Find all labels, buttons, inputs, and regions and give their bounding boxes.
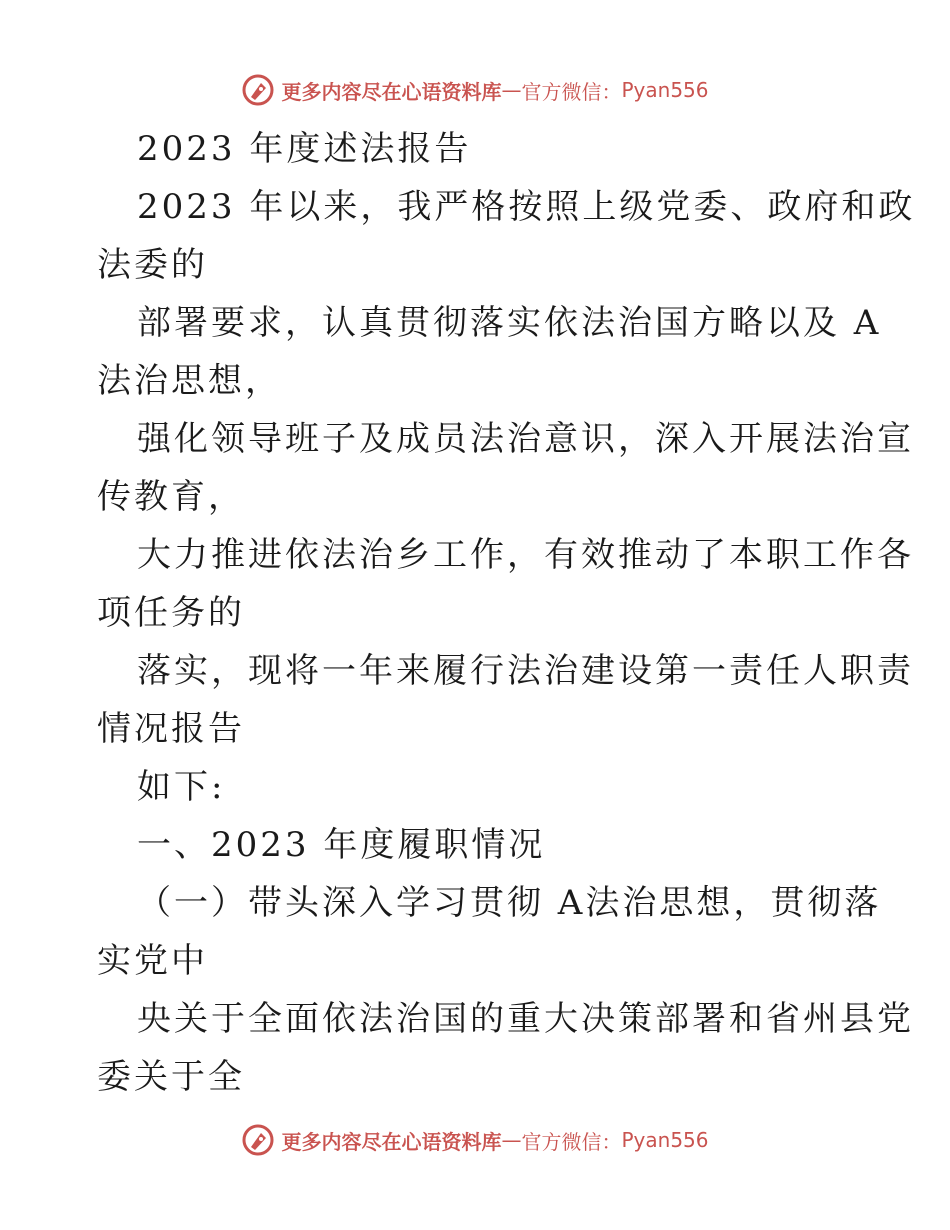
footer-banner <box>0 1120 950 1160</box>
doc-line: 部署要求，认真贯彻落实依法治国方略以及 A <box>137 303 882 343</box>
section-heading: 一、2023 年度履职情况 <box>137 825 546 865</box>
doc-line: 如下: <box>137 767 226 807</box>
doc-line: 2023 年以来，我严格按照上级党委、政府和政 <box>137 187 916 227</box>
doc-line: 强化领导班子及成员法治意识，深入开展法治宣 <box>137 419 914 459</box>
banner-wechat-label: 官方微信： <box>521 79 622 104</box>
banner-dash: — <box>501 1128 522 1152</box>
pen-nib-logo-icon <box>241 1123 275 1157</box>
banner-brand: 更多内容尽在心语资料库 <box>281 79 502 104</box>
doc-line: 法委的 <box>97 245 208 285</box>
header-banner <box>0 70 950 110</box>
pen-nib-logo-icon <box>241 73 275 107</box>
doc-line: 落实，现将一年来履行法治建设第一责任人职责 <box>137 651 914 691</box>
banner-wechat-label: 官方微信： <box>521 1129 622 1154</box>
doc-line: 央关于全面依法治国的重大决策部署和省州县党 <box>137 999 914 1039</box>
doc-line: 情况报告 <box>97 709 245 749</box>
doc-line: 项任务的 <box>97 593 245 633</box>
doc-line: （一）带头深入学习贯彻 A法治思想，贯彻落 <box>137 883 882 923</box>
document-body <box>97 120 916 1106</box>
banner-account: Pyan556 <box>621 78 709 102</box>
banner-dash: — <box>501 78 522 102</box>
banner-account: Pyan556 <box>621 1128 709 1152</box>
doc-line: 法治思想， <box>97 361 282 401</box>
doc-line: 委关于全 <box>97 1057 245 1097</box>
doc-line: 大力推进依法治乡工作，有效推动了本职工作各 <box>137 535 914 575</box>
doc-line: 传教育， <box>97 477 245 517</box>
doc-line: 实党中 <box>97 941 208 981</box>
doc-title: 2023 年度述法报告 <box>137 129 472 169</box>
banner-brand: 更多内容尽在心语资料库 <box>281 1129 502 1154</box>
